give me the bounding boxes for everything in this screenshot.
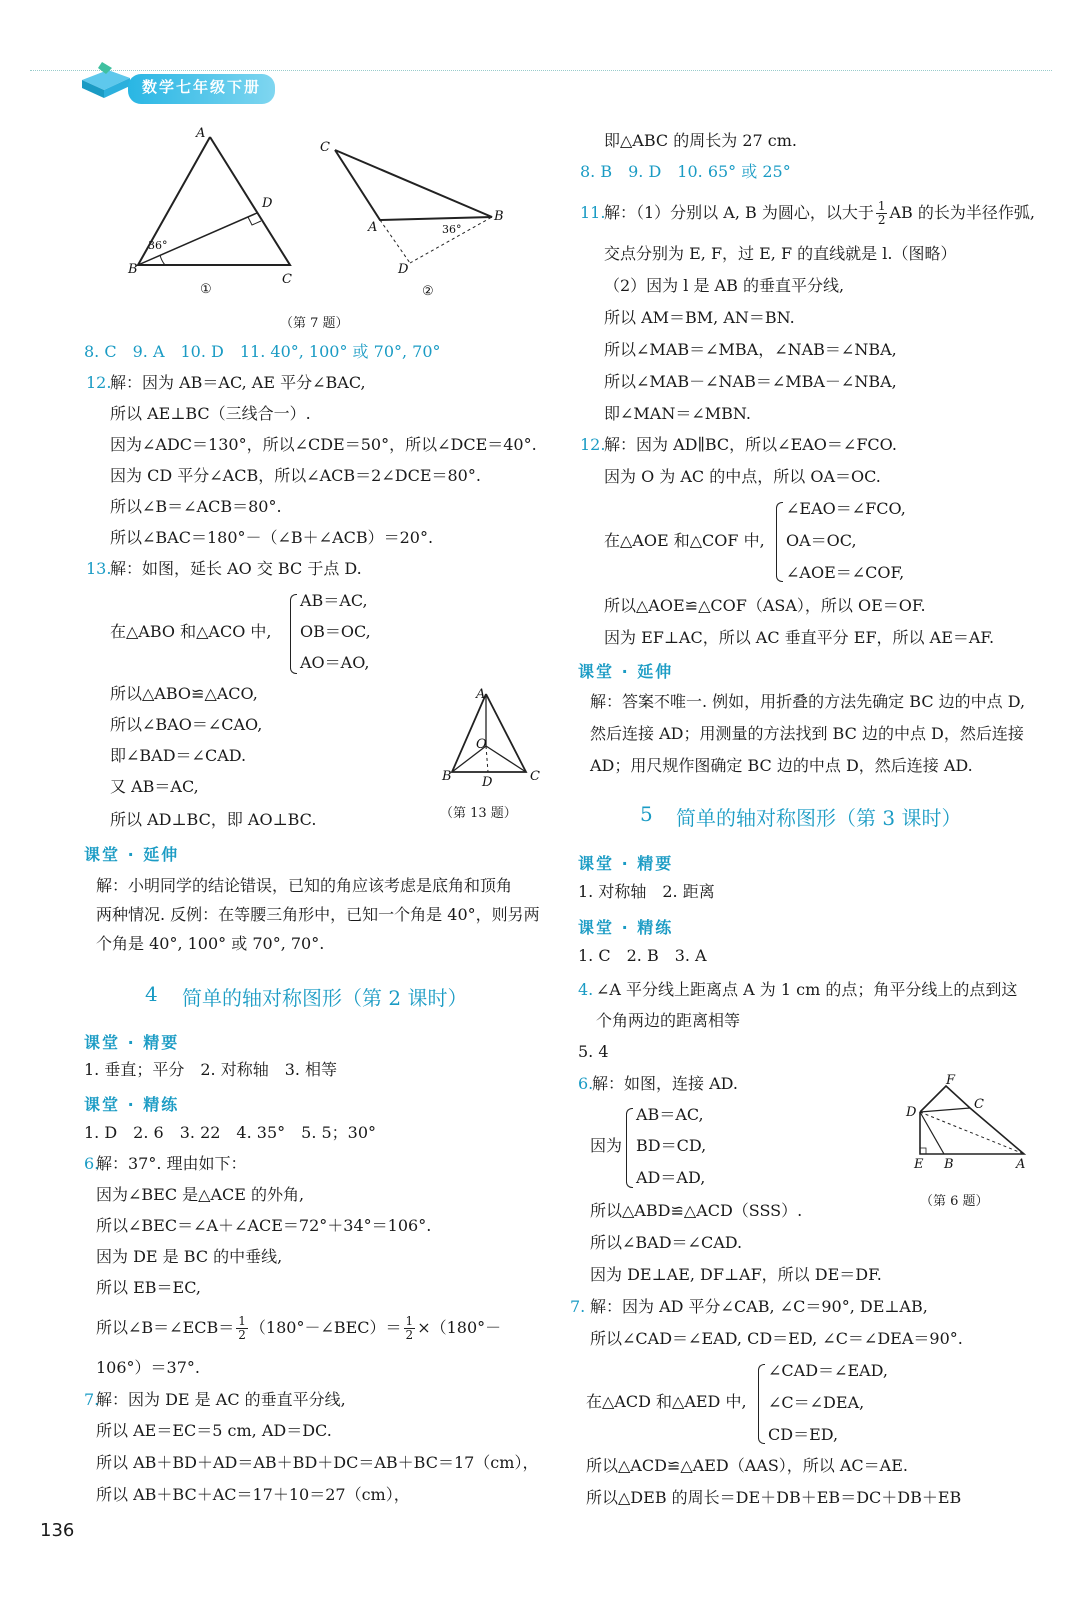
section-extension-1: 课堂 · 延伸 — [84, 845, 180, 864]
q13-line-6: 所以 AD⊥BC，即 AO⊥BC. — [110, 810, 317, 829]
fig6-label-c: C — [974, 1097, 984, 1112]
fig13-label-a: A — [476, 687, 486, 702]
q12-number: 12. — [86, 373, 112, 392]
r12-system-lead: 在△AOE 和△COF 中, — [604, 531, 765, 550]
p6-line-6-c: ×（180°－ — [417, 1318, 502, 1337]
q13-system-3: AO＝AO, — [300, 653, 370, 672]
r12-system-3: ∠AOE＝∠COF, — [786, 563, 905, 582]
fig7-label-b2: B — [494, 209, 504, 224]
fig6-label-a: A — [1016, 1157, 1026, 1172]
r12-line-1: 解：因为 AD∥BC，所以∠EAO＝∠FCO. — [604, 435, 897, 454]
q6-system-2: BD＝CD, — [636, 1136, 707, 1155]
q7-line-2: 所以∠CAD＝∠EAD, CD＝ED, ∠C＝∠DEA＝90°. — [590, 1329, 963, 1348]
p6-line-6-a: 所以∠B＝∠ECB＝ — [96, 1318, 235, 1337]
r12-brace — [776, 502, 783, 582]
r11-line-1-b: AB 的长为半径作弧, — [889, 203, 1035, 222]
r11-line-2: 交点分别为 E, F，过 E, F 的直线就是 l.（图略） — [604, 244, 957, 263]
r11-line-1-a: 解：（1）分别以 A, B 为圆心，以大于 — [604, 203, 874, 222]
half-fraction-2 — [404, 1315, 416, 1342]
fig7-label-c: C — [282, 272, 292, 287]
section-extension-2: 课堂 · 延伸 — [578, 662, 674, 681]
fig7-label-d: D — [262, 196, 273, 211]
book-logo-icon — [78, 58, 134, 100]
p6-line-6-b: （180°－∠BEC）＝ — [249, 1318, 402, 1337]
q12-line-3: 因为∠ADC＝130°，所以∠CDE＝50°，所以∠DCE＝40°. — [110, 435, 537, 454]
r11-line-7: 即∠MAN＝∠MBN. — [604, 404, 751, 423]
fig7-angle-1: 36° — [148, 239, 168, 252]
q12-line-6: 所以∠BAC＝180°－（∠B＋∠ACB）＝20°. — [110, 528, 434, 547]
essentials-answers-1: 1. 垂直；平分 2. 对称轴 3. 相等 — [84, 1060, 338, 1079]
q7-system-lead: 在△ACD 和△AED 中, — [586, 1392, 747, 1411]
fig13-label-o: O — [476, 737, 487, 752]
fig13-label-b: B — [442, 769, 452, 784]
fig7-label-b: B — [128, 262, 138, 277]
p6-line-1: 解：37°. 理由如下： — [96, 1154, 247, 1173]
fig6-caption: （第 6 题） — [920, 1194, 989, 1209]
q7-system-2: ∠C＝∠DEA, — [768, 1393, 865, 1412]
r11-line-4: 所以 AM＝BM, AN＝BN. — [604, 308, 795, 327]
p6-line-4: 因为 DE 是 BC 的中垂线, — [96, 1247, 283, 1266]
q7-system-1: ∠CAD＝∠EAD, — [768, 1361, 889, 1380]
fig7-label-c2: C — [320, 140, 330, 155]
fig6-label-b: B — [944, 1157, 954, 1172]
q13-line-1: 解：如图，延长 AO 交 BC 于点 D. — [110, 559, 362, 578]
q6-brace — [626, 1108, 633, 1188]
q13-number: 13. — [86, 559, 112, 578]
figure-7 — [120, 125, 520, 335]
q7-line-3: 所以△ACD≌△AED（AAS），所以 AC＝AE. — [586, 1456, 908, 1475]
frac-den: 2 — [238, 1328, 246, 1342]
extension2-line-3: AD；用尺规作图确定 BC 边的中点 D，然后连接 AD. — [590, 756, 973, 775]
fig7-label-a2: A — [368, 220, 378, 235]
fig6-label-e: E — [914, 1157, 924, 1172]
half-fraction-1 — [236, 1315, 248, 1342]
fig7-label-d2: D — [398, 262, 409, 277]
fig7-number-1: ① — [200, 282, 212, 297]
fig13-label-d: D — [482, 775, 493, 790]
q13-line-5: 又 AB＝AC, — [110, 777, 199, 796]
r12-system-1: ∠EAO＝∠FCO, — [786, 499, 906, 518]
q5-answer: 5. 4 — [578, 1042, 609, 1061]
practice-answers-1: 1. D 2. 6 3. 22 4. 35° 5. 5；30° — [84, 1123, 377, 1142]
section-practice-1: 课堂 · 精练 — [84, 1095, 180, 1114]
q13-line-4: 即∠BAD＝∠CAD. — [110, 746, 247, 765]
q6-line-3: 所以∠BAD＝∠CAD. — [590, 1233, 743, 1252]
book-title-banner: 数学七年级下册 — [128, 74, 275, 104]
q12-line-1: 解：因为 AB＝AC, AE 平分∠BAC, — [110, 373, 366, 392]
q12-line-4: 因为 CD 平分∠ACB，所以∠ACB＝2∠DCE＝80°. — [110, 466, 481, 485]
r-answers-8-10: 8. B 9. D 10. 65° 或 25° — [580, 162, 791, 181]
fig7-label-a: A — [196, 126, 206, 141]
r11-line-1 — [604, 200, 1035, 227]
q6-number: 6. — [578, 1074, 594, 1093]
fig6-label-d: D — [906, 1105, 917, 1120]
p6-line-6 — [96, 1315, 501, 1342]
q4-number: 4. — [578, 980, 594, 999]
p6-line-3: 所以∠BEC＝∠A＋∠ACE＝72°＋34°＝106°. — [96, 1216, 432, 1235]
r12-line-2: 因为 O 为 AC 的中点，所以 OA＝OC. — [604, 467, 881, 486]
q4-line-1: ∠A 平分线上距离点 A 为 1 cm 的点；角平分线上的点到这 — [596, 980, 1018, 999]
fig13-label-c: C — [530, 769, 540, 784]
q13-line-3: 所以∠BAO＝∠CAO, — [110, 715, 263, 734]
r12-number: 12. — [580, 435, 606, 454]
r11-line-6: 所以∠MAB－∠NAB＝∠MBA－∠NBA, — [604, 372, 897, 391]
frac-num: 1 — [238, 1314, 246, 1328]
frac-den: 2 — [877, 213, 886, 227]
q7-number: 7. — [570, 1297, 586, 1316]
extension2-line-1: 解：答案不唯一. 例如，用折叠的方法先确定 BC 边的中点 D, — [590, 692, 1026, 711]
section-practice-2: 课堂 · 精练 — [578, 918, 674, 937]
extension-line-1: 解：小明同学的结论错误，已知的角应该考虑是底角和顶角 — [96, 876, 513, 895]
half-fraction-3 — [876, 200, 888, 227]
q13-system-lead: 在△ABO 和△ACO 中, — [110, 622, 272, 641]
frac-num: 1 — [877, 199, 886, 213]
p7-number: 7. — [84, 1390, 100, 1409]
q6-system-1: AB＝AC, — [636, 1105, 704, 1124]
q6-system-lead: 因为 — [590, 1136, 623, 1155]
r12-line-3: 所以△AOE≌△COF（ASA），所以 OE＝OF. — [604, 596, 926, 615]
lesson-5-title: 简单的轴对称图形（第 3 课时） — [676, 806, 962, 830]
r-line-1: 即△ABC 的周长为 27 cm. — [604, 131, 797, 150]
r11-line-3: （2）因为 l 是 AB 的垂直平分线, — [604, 276, 845, 295]
q13-brace — [290, 594, 297, 674]
p6-number: 6. — [84, 1154, 100, 1173]
page-number: 136 — [40, 1520, 75, 1541]
q13-system-1: AB＝AC, — [300, 591, 368, 610]
extension-line-2: 两种情况. 反例：在等腰三角形中，已知一个角是 40°，则另两 — [96, 905, 540, 924]
p6-line-7: 106°）＝37°. — [96, 1358, 200, 1377]
q13-system-2: OB＝OC, — [300, 622, 371, 641]
section-essentials-1: 课堂 · 精要 — [84, 1033, 180, 1052]
essentials-answers-2: 1. 对称轴 2. 距离 — [578, 882, 715, 901]
q4-line-2: 个角两边的距离相等 — [596, 1011, 741, 1030]
frac-den: 2 — [405, 1328, 414, 1342]
fig13-caption: （第 13 题） — [440, 806, 517, 821]
figure-6 — [900, 1072, 1040, 1172]
q12-line-2: 所以 AE⊥BC（三线合一）. — [110, 404, 311, 423]
p6-line-2: 因为∠BEC 是△ACE 的外角, — [96, 1185, 305, 1204]
lesson-4-title: 简单的轴对称图形（第 2 课时） — [182, 986, 468, 1010]
r12-system-2: OA＝OC, — [786, 531, 857, 550]
q13-line-2: 所以△ABO≌△ACO, — [110, 684, 258, 703]
frac-num: 1 — [405, 1314, 414, 1328]
r12-line-4: 因为 EF⊥AC，所以 AC 垂直平分 EF，所以 AE＝AF. — [604, 628, 995, 647]
q6-line-1: 解：如图，连接 AD. — [592, 1074, 738, 1093]
p7-line-4: 所以 AB＋BC＋AC＝17＋10＝27（cm）， — [96, 1485, 410, 1504]
q7-line-1: 解：因为 AD 平分∠CAB, ∠C＝90°, DE⊥AB, — [590, 1297, 928, 1316]
q6-system-3: AD＝AD, — [636, 1168, 706, 1187]
lesson-5-number: 5 — [640, 802, 653, 826]
p7-line-2: 所以 AE＝EC＝5 cm, AD＝DC. — [96, 1421, 332, 1440]
practice-answers-2: 1. C 2. B 3. A — [578, 946, 707, 965]
r11-line-5: 所以∠MAB＝∠MBA，∠NAB＝∠NBA, — [604, 340, 897, 359]
q6-line-2: 所以△ABD≌△ACD（SSS）. — [590, 1201, 803, 1220]
p7-line-3: 所以 AB＋BD＋AD＝AB＋BD＋DC＝AB＋BC＝17（cm）， — [96, 1453, 539, 1472]
q6-line-4: 因为 DE⊥AE, DF⊥AF，所以 DE＝DF. — [590, 1265, 882, 1284]
q7-brace — [758, 1364, 765, 1444]
q12-line-5: 所以∠B＝∠ACB＝80°. — [110, 497, 282, 516]
p6-line-5: 所以 EB＝EC, — [96, 1278, 201, 1297]
answers-8-11: 8. C 9. A 10. D 11. 40°, 100° 或 70°, 70° — [84, 342, 441, 361]
section-essentials-2: 课堂 · 精要 — [578, 854, 674, 873]
fig6-label-f: F — [946, 1073, 956, 1088]
extension2-line-2: 然后连接 AD；用测量的方法找到 BC 边的中点 D，然后连接 — [590, 724, 1024, 743]
extension-line-3: 个角是 40°, 100° 或 70°, 70°. — [96, 934, 325, 953]
r11-number: 11. — [580, 203, 606, 222]
fig7-caption: （第 7 题） — [280, 316, 349, 331]
figure-13 — [436, 684, 546, 794]
q7-system-3: CD＝ED, — [768, 1425, 839, 1444]
fig7-angle-2: 36° — [442, 223, 462, 236]
q7-line-4: 所以△DEB 的周长＝DE＋DB＋EB＝DC＋DB＋EB — [586, 1488, 962, 1507]
lesson-4-number: 4 — [145, 982, 158, 1006]
header-divider — [30, 70, 1052, 71]
p7-line-1: 解：因为 DE 是 AC 的垂直平分线, — [96, 1390, 346, 1409]
fig7-number-2: ② — [422, 284, 434, 299]
